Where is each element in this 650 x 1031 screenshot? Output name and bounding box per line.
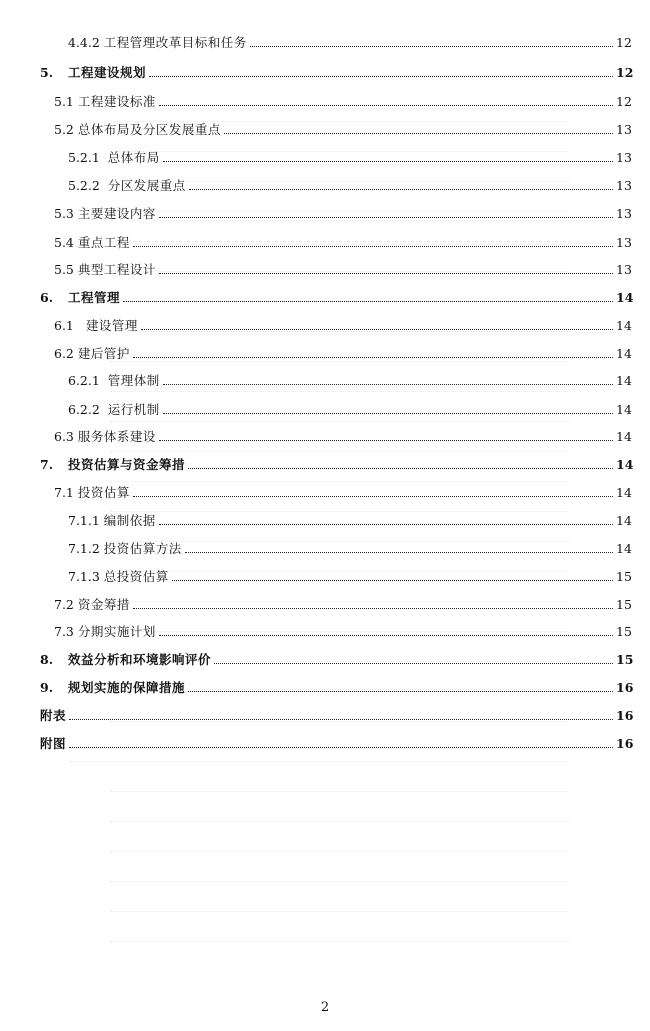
dot-leader bbox=[185, 552, 613, 553]
toc-entry-title: 总体布局及分区发展重点 bbox=[77, 122, 221, 137]
dot-leader bbox=[133, 496, 613, 497]
toc-entry-title: 附表 bbox=[40, 708, 67, 723]
toc-entry-page: 13 bbox=[616, 206, 632, 221]
toc-entry-number: 4.4.2 bbox=[68, 35, 100, 50]
toc-entry[interactable] bbox=[68, 173, 632, 193]
toc-entry[interactable] bbox=[54, 619, 632, 639]
toc-entry-title: 重点工程 bbox=[77, 235, 130, 250]
toc-entry-number: 5. bbox=[40, 65, 54, 80]
toc-entry-page: 15 bbox=[616, 597, 632, 612]
dot-leader bbox=[159, 524, 613, 525]
toc-entry-title: 典型工程设计 bbox=[77, 262, 156, 277]
toc-entry[interactable] bbox=[54, 117, 632, 137]
toc-entry[interactable] bbox=[68, 564, 632, 584]
dot-leader bbox=[163, 161, 613, 162]
toc-entry-number: 5.5 bbox=[54, 262, 74, 277]
dot-leader bbox=[188, 691, 613, 692]
dot-leader bbox=[149, 76, 613, 77]
toc-entry[interactable] bbox=[40, 675, 634, 695]
dot-leader bbox=[172, 580, 613, 581]
toc-entry-page: 14 bbox=[616, 373, 632, 388]
toc-entry-title: 分期实施计划 bbox=[77, 624, 156, 639]
toc-entry-page: 14 bbox=[616, 485, 632, 500]
toc-entry[interactable] bbox=[54, 230, 632, 250]
dot-leader bbox=[159, 440, 613, 441]
toc-entry-page: 14 bbox=[616, 290, 634, 305]
dot-leader bbox=[250, 46, 613, 47]
dot-leader bbox=[133, 246, 613, 247]
toc-entry-title: 投资估算与资金筹措 bbox=[68, 457, 186, 472]
toc-entry-number: 9. bbox=[40, 680, 54, 695]
dot-leader bbox=[163, 413, 613, 414]
toc-entry-number: 7. bbox=[40, 457, 54, 472]
toc-entry-title: 工程建设标准 bbox=[77, 94, 156, 109]
toc-entry-number: 7.1.2 bbox=[68, 541, 100, 556]
toc-entry-page: 13 bbox=[616, 235, 632, 250]
toc-entry-title: 投资估算方法 bbox=[103, 541, 182, 556]
dot-leader bbox=[189, 189, 613, 190]
toc-entry-page: 14 bbox=[616, 541, 632, 556]
toc-entry-page: 14 bbox=[616, 457, 634, 472]
toc-entry-page: 13 bbox=[616, 122, 632, 137]
page-number: 2 bbox=[320, 1000, 330, 1015]
toc-entry-title: 总体布局 bbox=[107, 150, 160, 165]
toc-entry-title: 效益分析和环境影响评价 bbox=[68, 652, 212, 667]
toc-entry-number: 5.2 bbox=[54, 122, 74, 137]
toc-entry-page: 14 bbox=[616, 429, 632, 444]
toc-entry-number: 7.2 bbox=[54, 597, 74, 612]
toc-entry-number: 7.1 bbox=[54, 485, 74, 500]
dot-leader bbox=[159, 635, 613, 636]
toc-entry[interactable] bbox=[40, 60, 634, 80]
toc-entry-number: 6.2.1 bbox=[68, 373, 100, 388]
dot-leader bbox=[133, 608, 613, 609]
toc-entry-title: 建后管护 bbox=[77, 346, 130, 361]
toc-entry-title: 总投资估算 bbox=[103, 569, 169, 584]
toc-entry[interactable] bbox=[68, 30, 632, 50]
toc-entry-page: 14 bbox=[616, 346, 632, 361]
dot-leader bbox=[141, 329, 613, 330]
toc-entry-title: 投资估算 bbox=[77, 485, 130, 500]
toc-entry-number: 6. bbox=[40, 290, 54, 305]
dot-leader bbox=[159, 105, 613, 106]
toc-entry-title: 工程管理改革目标和任务 bbox=[103, 35, 247, 50]
dot-leader bbox=[188, 468, 613, 469]
toc-entry-page: 12 bbox=[616, 94, 632, 109]
toc-entry[interactable] bbox=[54, 201, 632, 221]
toc-entry[interactable] bbox=[40, 285, 634, 305]
toc-entry-page: 14 bbox=[616, 318, 632, 333]
toc-entry[interactable] bbox=[54, 89, 632, 109]
toc-entry-page: 13 bbox=[616, 262, 632, 277]
dot-leader bbox=[69, 719, 613, 720]
toc-entry[interactable] bbox=[40, 647, 634, 667]
toc-entry-page: 15 bbox=[616, 652, 634, 667]
toc-entry-title: 服务体系建设 bbox=[77, 429, 156, 444]
dot-leader bbox=[163, 384, 613, 385]
toc-entry[interactable] bbox=[68, 508, 632, 528]
toc-entry-number: 6.1 bbox=[54, 318, 74, 333]
toc-entry-page: 15 bbox=[616, 569, 632, 584]
dot-leader bbox=[133, 357, 613, 358]
toc-entry-title: 编制依据 bbox=[103, 513, 156, 528]
dot-leader bbox=[123, 301, 613, 302]
toc-entry[interactable] bbox=[54, 424, 632, 444]
toc-entry[interactable] bbox=[54, 480, 632, 500]
toc-entry[interactable] bbox=[40, 452, 634, 472]
toc-entry-page: 15 bbox=[616, 624, 632, 639]
toc-entry-page: 13 bbox=[616, 178, 632, 193]
toc-entry[interactable] bbox=[68, 368, 632, 388]
toc-entry-number: 5.2.1 bbox=[68, 150, 100, 165]
toc-entry-number: 7.1.3 bbox=[68, 569, 100, 584]
toc-entry-number: 8. bbox=[40, 652, 54, 667]
toc-entry-page: 16 bbox=[616, 708, 634, 723]
toc-entry-page: 12 bbox=[616, 35, 632, 50]
dot-leader bbox=[159, 273, 613, 274]
toc-entry-number: 5.3 bbox=[54, 206, 74, 221]
toc-entry-title: 建设管理 bbox=[85, 318, 138, 333]
toc-entry-page: 16 bbox=[616, 680, 634, 695]
toc-entry-page: 14 bbox=[616, 402, 632, 417]
dot-leader bbox=[159, 217, 613, 218]
toc-entry-title: 管理体制 bbox=[107, 373, 160, 388]
toc-entry-title: 工程建设规划 bbox=[68, 65, 147, 80]
toc-entry-page: 16 bbox=[616, 736, 634, 751]
toc-entry-title: 运行机制 bbox=[107, 402, 160, 417]
toc-entry-number: 7.1.1 bbox=[68, 513, 100, 528]
toc-entry-title: 附图 bbox=[40, 736, 67, 751]
toc-entry[interactable] bbox=[54, 592, 632, 612]
toc-entry-number: 6.3 bbox=[54, 429, 74, 444]
toc-entry-title: 规划实施的保障措施 bbox=[68, 680, 186, 695]
toc-entry-number: 5.1 bbox=[54, 94, 74, 109]
toc-entry-number: 6.2 bbox=[54, 346, 74, 361]
toc-entry-number: 5.4 bbox=[54, 235, 74, 250]
toc-entry-number: 7.3 bbox=[54, 624, 74, 639]
toc-entry[interactable] bbox=[68, 145, 632, 165]
dot-leader bbox=[69, 747, 613, 748]
toc-entry[interactable] bbox=[68, 397, 632, 417]
toc-entry-title: 主要建设内容 bbox=[77, 206, 156, 221]
toc-entry[interactable] bbox=[40, 703, 634, 723]
toc-entry-page: 14 bbox=[616, 513, 632, 528]
toc-entry-number: 6.2.2 bbox=[68, 402, 100, 417]
dot-leader bbox=[214, 663, 613, 664]
toc-entry-title: 工程管理 bbox=[68, 290, 121, 305]
toc-entry-page: 12 bbox=[616, 65, 634, 80]
toc-entry[interactable] bbox=[54, 257, 632, 277]
toc-entry[interactable] bbox=[54, 341, 632, 361]
toc-entry-number: 5.2.2 bbox=[68, 178, 100, 193]
dot-leader bbox=[224, 133, 613, 134]
toc-entry[interactable] bbox=[54, 313, 632, 333]
toc-entry[interactable] bbox=[40, 731, 634, 751]
toc-entry-title: 分区发展重点 bbox=[107, 178, 186, 193]
toc-entry-title: 资金筹措 bbox=[77, 597, 130, 612]
toc-entry-page: 13 bbox=[616, 150, 632, 165]
toc-entry[interactable] bbox=[68, 536, 632, 556]
